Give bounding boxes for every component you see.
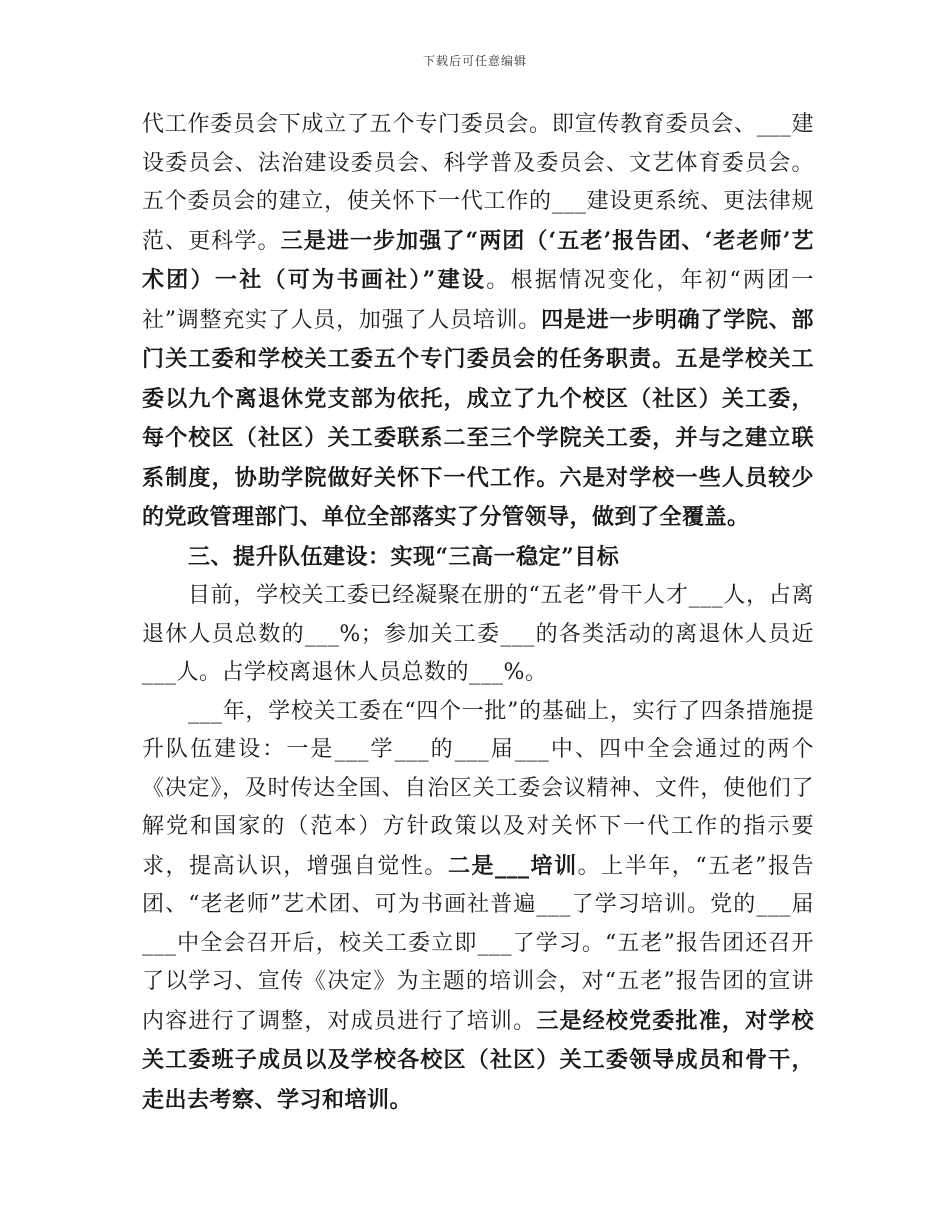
paragraph-1 (142, 106, 814, 538)
paragraph-4-bold-1: 二是___培训 (447, 852, 578, 879)
paragraph-4 (142, 693, 814, 1121)
paragraph-1-bold-1: 三是进一步加强了“两团（‘五老’报告团、‘老老师’艺术团）一社（可为书画社）”建设 (142, 227, 814, 293)
paragraph-1-text-2: 。根据情况变化，年初“两团一社”调整充实了人员，加强了人员培训。 (142, 268, 815, 333)
paragraph-4-text-2: 。上半年，“五老”报告团、“老老师”艺术团、可为书画社普遍___了学习培训。党的___届___中全会召开后，校关工委立即___了学习。“五老”报告团还召开了以学习、宣传《决定》为主题的培训会，对“五老”报告团的宣讲内容进行了调整，对成员进行了培训。 (142, 853, 814, 1034)
section-heading (142, 538, 814, 578)
paragraph-4-bold-2: 三是经校党委批准，对学校关工委班子成员以及学校各校区（社区）关工委领导成员和骨干，走出去考察、学习和培训。 (142, 1007, 814, 1113)
document-body (142, 106, 814, 1120)
paragraph-1-bold-2: 四是进一步明确了学院、部门关工委和学校关工委五个专门委员会的任务职责。五是学校关工委以九个离退休党支部为依托，成立了九个校区（社区）关工委，每个校区（社区）关工委联系二至三个学院关工委，并与之建立联系制度，协助学院做好关怀下一代工作。六是对学校一些人员较少的党政管理部门、单位全部落实了分管领导，做到了全覆盖。 (142, 306, 814, 530)
paragraph-4-text-1: ___年，学校关工委在“四个一批”的基础上，实行了四条措施提升队伍建设：一是___学___的___届___中、四中全会通过的两个《决定》，及时传达全国、自治区关工委会议精神、文件，使他们了解党和国家的（范本）方针政策以及对关怀下一代工作的指示要求，提高认识，增强自觉性。 (142, 698, 814, 879)
page-header: 下载后可任意编辑 (422, 54, 527, 68)
section-heading-text: 三、提升队伍建设：实现“三高一稳定”目标 (188, 543, 620, 570)
paragraph-3-text-1: 目前，学校关工委已经凝聚在册的“五老”骨干人才___人，占离退休人员总数的___%；参加关工委___的各类活动的离退休人员近___人。占学校离退休人员总数的___%。 (142, 583, 814, 685)
paragraph-3 (142, 577, 814, 693)
paragraph-1-text-1: 代工作委员会下成立了五个专门委员会。即宣传教育委员会、___建设委员会、法治建设委员会、科学普及委员会、文艺体育委员会。五个委员会的建立，使关怀下一代工作的___建设更系统、更法律规范、更科学。 (142, 112, 814, 254)
